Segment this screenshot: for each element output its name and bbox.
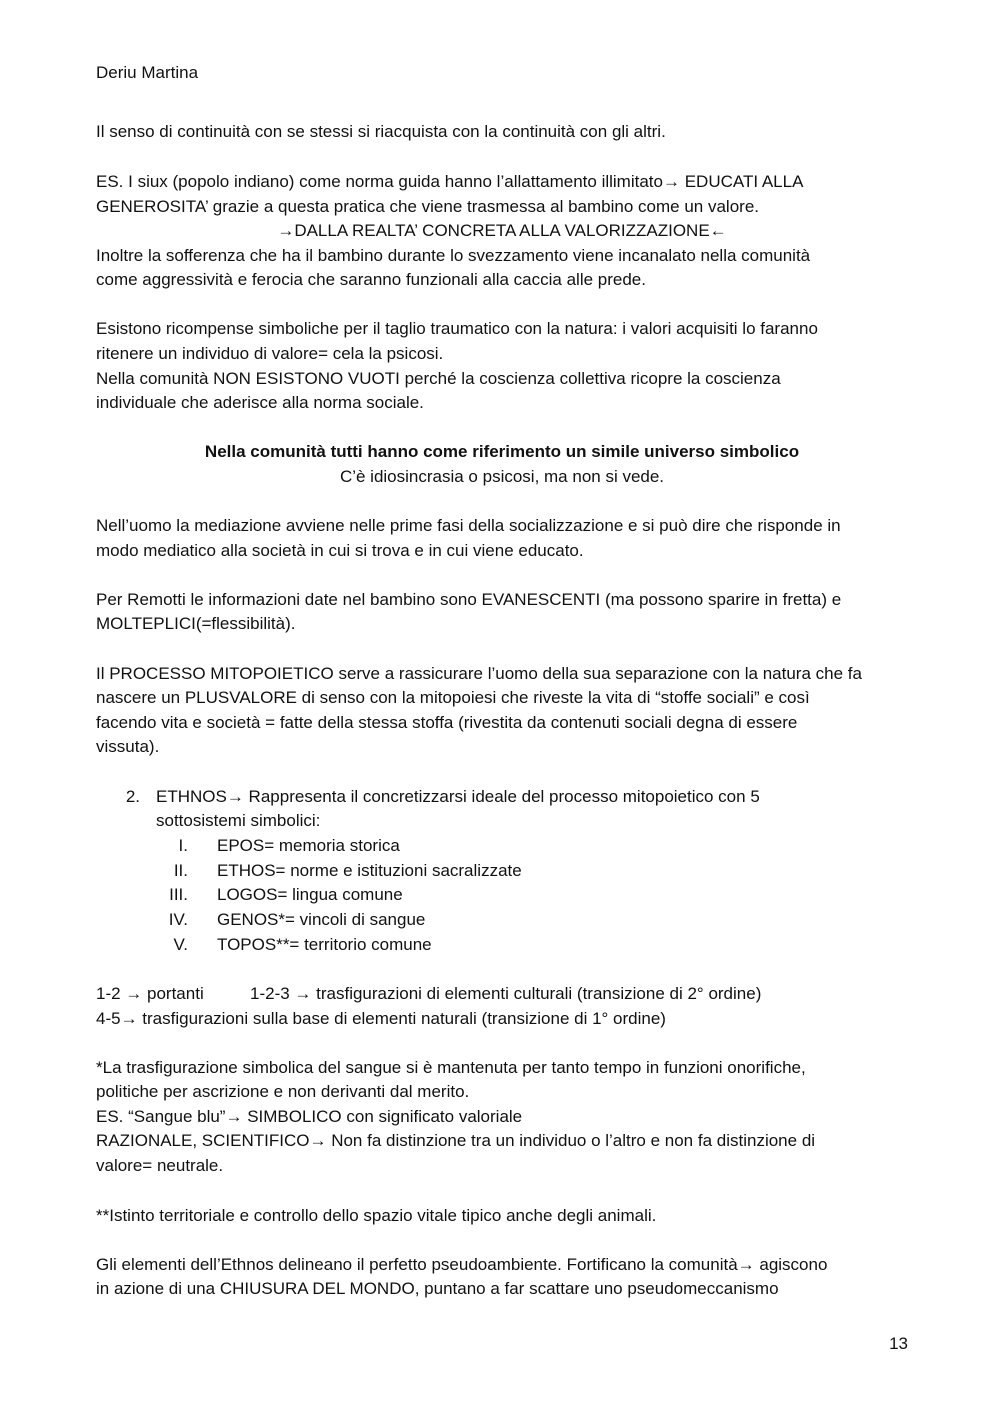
- paragraph-line: 1-2 → portanti: [96, 984, 204, 1003]
- document-page: [96, 0, 908, 1415]
- paragraph-line: *La trasfigurazione simbolica del sangue si è mantenuta per tanto tempo in funzioni onorifiche,: [96, 1058, 806, 1077]
- sublist-item: GENOS*= vincoli di sangue: [217, 910, 426, 929]
- sublist-numeral: I.: [178, 836, 188, 855]
- paragraph-line: vissuta).: [96, 737, 160, 756]
- author-header: Deriu Martina: [96, 63, 199, 82]
- sublist-item: ETHOS= norme e istituzioni sacralizzate: [217, 861, 522, 880]
- paragraph-line: GENEROSITA’ grazie a questa pratica che viene trasmessa al bambino come un valore.: [96, 197, 759, 216]
- paragraph-line: Nella comunità NON ESISTONO VUOTI perché la coscienza collettiva ricopre la coscienza: [96, 369, 781, 388]
- sublist-item: LOGOS= lingua comune: [217, 885, 403, 904]
- paragraph-line: **Istinto territoriale e controllo dello spazio vitale tipico anche degli animali.: [96, 1206, 657, 1225]
- paragraph-line: come aggressività e ferocia che saranno funzionali alla caccia alle prede.: [96, 270, 646, 289]
- paragraph-line: Il senso di continuità con se stessi si riacquista con la continuità con gli altri.: [96, 122, 666, 141]
- paragraph-line: facendo vita e società = fatte della stessa stoffa (rivestita da contenuti sociali degna di essere: [96, 713, 798, 732]
- paragraph-line: Il PROCESSO MITOPOIETICO serve a rassicurare l’uomo della sua separazione con la natura che fa: [96, 664, 862, 683]
- sublist-item: TOPOS**= territorio comune: [217, 935, 432, 954]
- paragraph-line: 1-2-3 → trasfigurazioni di elementi culturali (transizione di 2° ordine): [250, 984, 762, 1003]
- sublist-numeral: II.: [173, 861, 188, 880]
- paragraph-line: in azione di una CHIUSURA DEL MONDO, puntano a far scattare uno pseudomeccanismo: [96, 1279, 779, 1298]
- paragraph-line: MOLTEPLICI(=flessibilità).: [96, 614, 296, 633]
- sublist-numeral: V.: [173, 935, 188, 954]
- sublist-item: EPOS= memoria storica: [217, 836, 400, 855]
- sublist-numeral: III.: [169, 885, 188, 904]
- paragraph-line: ES. I siux (popolo indiano) come norma guida hanno l’allattamento illimitato→ EDUCATI ALLA: [96, 172, 804, 191]
- paragraph-line: Gli elementi dell’Ethnos delineano il perfetto pseudoambiente. Fortificano la comunità→ agiscono: [96, 1255, 828, 1274]
- list-item-text: ETHNOS→ Rappresenta il concretizzarsi ideale del processo mitopoietico con 5: [156, 787, 760, 806]
- paragraph-line: Inoltre la sofferenza che ha il bambino durante lo svezzamento viene incanalato nella comunità: [96, 246, 811, 265]
- paragraph-line: politiche per ascrizione e non derivanti dal merito.: [96, 1082, 470, 1101]
- paragraph-line: Per Remotti le informazioni date nel bambino sono EVANESCENTI (ma possono sparire in fretta) e: [96, 590, 842, 609]
- paragraph-line: modo mediatico alla società in cui si trova e in cui viene educato.: [96, 541, 584, 560]
- paragraph-line: nascere un PLUSVALORE di senso con la mitopoiesi che riveste la vita di “stoffe sociali” e così: [96, 688, 810, 707]
- centered-bold-heading: Nella comunità tutti hanno come riferimento un simile universo simbolico: [204, 442, 800, 461]
- paragraph-line: Nell’uomo la mediazione avviene nelle prime fasi della socializzazione e si può dire che risponde in: [96, 516, 841, 535]
- paragraph-line: valore= neutrale.: [96, 1156, 224, 1175]
- paragraph-line: RAZIONALE, SCIENTIFICO→ Non fa distinzione tra un individuo o l’altro e non fa distinzione di: [96, 1131, 816, 1150]
- centered-line: C’è idiosincrasia o psicosi, ma non si vede.: [339, 467, 665, 486]
- centered-line: →DALLA REALTA’ CONCRETA ALLA VALORIZZAZIONE←: [277, 221, 727, 240]
- paragraph-line: Esistono ricompense simboliche per il taglio traumatico con la natura: i valori acquisiti lo faranno: [96, 319, 818, 338]
- paragraph-line: 4-5→ trasfigurazioni sulla base di elementi naturali (transizione di 1° ordine): [96, 1009, 666, 1028]
- list-item-text: sottosistemi simbolici:: [156, 811, 321, 830]
- paragraph-line: ritenere un individuo di valore= cela la psicosi.: [96, 344, 444, 363]
- sublist-numeral: IV.: [168, 910, 188, 929]
- paragraph-line: ES. “Sangue blu”→ SIMBOLICO con significato valoriale: [96, 1107, 523, 1126]
- paragraph-line: individuale che aderisce alla norma sociale.: [96, 393, 424, 412]
- page-number: 13: [889, 1334, 908, 1353]
- list-item-number: 2.: [125, 787, 140, 806]
